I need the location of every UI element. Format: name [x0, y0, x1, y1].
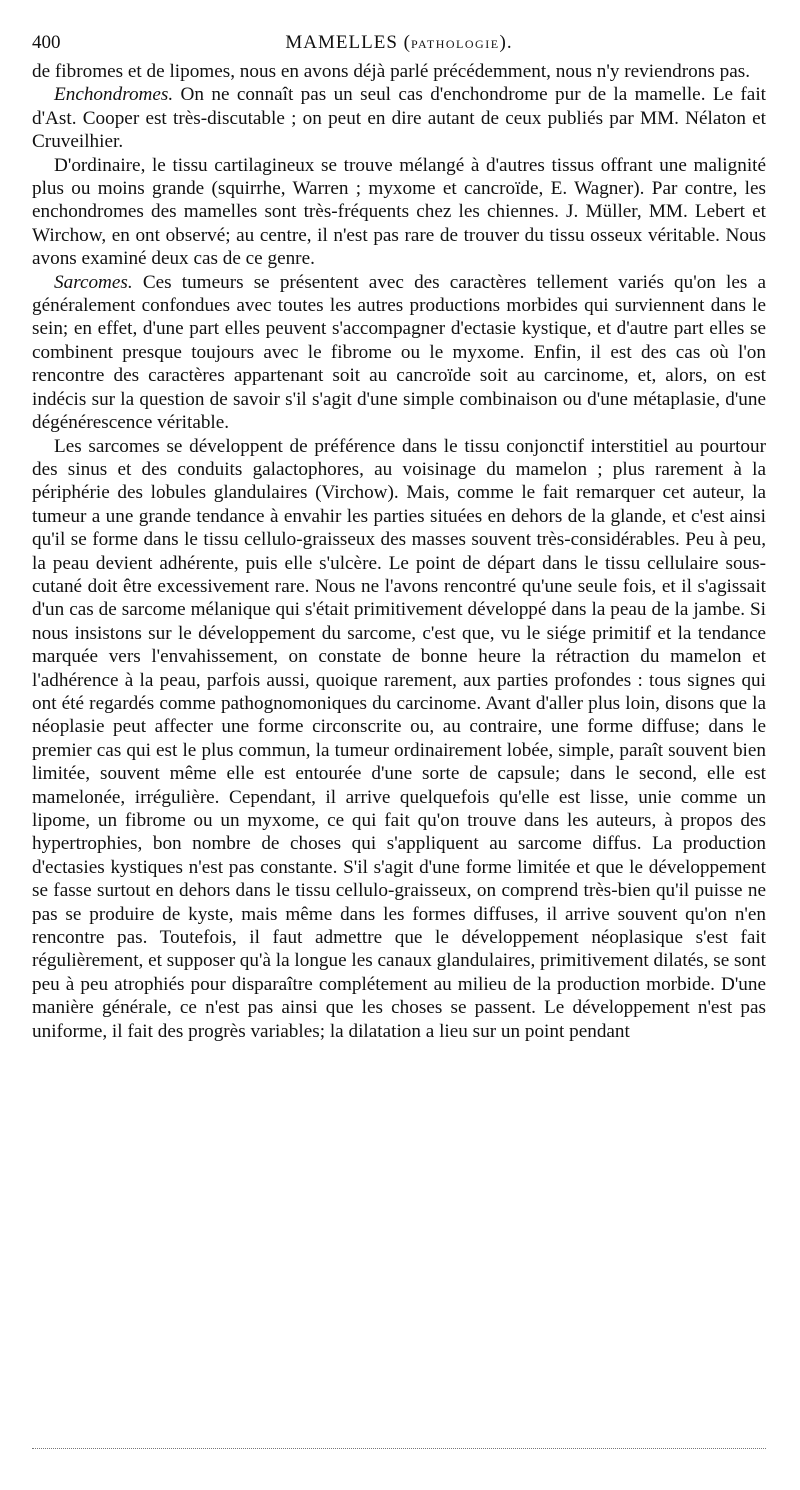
paragraph-sarcomes — [32, 271, 766, 435]
section-lead-enchondromes: Enchondromes. — [54, 84, 174, 106]
page-number: 400 — [32, 32, 61, 53]
paragraph-text: Ces tumeurs se présentent avec des caractères tellement variés qu'on les a généralement confondues avec toutes les autres productions morbides qui surviennent dans le sein; en effet, d'une part elles peuvent s'accompagner d'ectasie kystique, et d'autre part elles se combinent presque toujours avec le fibrome ou le myxome. Enfin, il est des cas où l'on rencontre des caractères appartenant soit au cancroïde soit au carcinome, et, alors, on est indécis sur la question de savoir s'il s'agit d'une simple combinaison ou d'une métaplasie, d'une dégénérescence véritable. — [32, 271, 766, 434]
paragraph-ordinaire — [32, 154, 766, 271]
header-title — [32, 28, 766, 59]
page — [32, 28, 766, 1043]
header-subtitle: PATHOLOGIE — [410, 37, 500, 51]
running-head — [32, 28, 766, 58]
footer-dotted-rule — [32, 1448, 766, 1449]
header-subtitle-open: ( — [397, 32, 411, 53]
body-text — [32, 60, 766, 1043]
paragraph-continuation — [32, 60, 766, 83]
paragraph-developpement — [32, 435, 766, 1044]
paragraph-text: D'ordinaire, le tissu cartilagineux se trouve mélangé à d'autres tissus offrant une malignité plus ou moins grande (squirrhe, Warren ; myxome et cancroïde, E. Wagner). Par contre, les enchondromes des mamelles sont très-fréquents chez les chiennes. J. Müller, MM. Lebert et Wirchow, en ont observé; au centre, il n'est pas rare de trouver du tissu osseux véritable. Nous avons examiné deux cas de ce genre. — [32, 154, 766, 270]
paragraph-enchondromes — [32, 83, 766, 153]
paragraph-text: On ne connaît pas un seul cas d'enchondrome pur de la mamelle. Le fait d'Ast. Cooper est très-discutable ; on peut en dire autant de ceux publiés par MM. Nélaton et Cruveilhier. — [32, 84, 766, 153]
header-title-text: MAMELLES — [285, 32, 398, 53]
paragraph-text: de fibromes et de lipomes, nous en avons déjà parlé précédemment, nous n'y reviendrons pas. — [32, 61, 750, 82]
header-subtitle-close: ). — [499, 32, 513, 53]
paragraph-text: Les sarcomes se développent de préférence dans le tissu conjonctif interstitiel au pourtour des sinus et des conduits galactophores, au voisinage du mamelon ; plus rarement à la périphérie des lobules glandulaires (Virchow). Mais, comme le fait remarquer cet auteur, la tumeur a une grande tendance à envahir les parties situées en dehors de la glande, et c'est ainsi qu'il se forme dans le tissu cellulo-graisseux des masses souvent très-considérables. Peu à peu, la peau devient adhérente, puis elle s'ulcère. Le point de départ dans le tissu cellulaire sous-cutané doit être excessivement rare. Nous ne l'avons rencontré qu'une seule fois, et il s'agissait d'un cas de sarcome mélanique qui s'était primitivement développé dans la peau de la jambe. Si nous insistons sur le développement du sarcome, c'est que, vu le siége primitif et la tendance marquée vers l'envahissement, on constate de bonne heure la rétraction du mamelon et l'adhérence à la peau, parfois aussi, quoique rarement, aux parties profondes : tous signes qui ont été regardés comme pathognomoniques du carcinome. Avant d'aller plus loin, disons que la néoplasie peut affecter une forme circonscrite ou, au contraire, une forme diffuse; dans le premier cas qui est le plus commun, la tumeur ordinairement lobée, simple, paraît souvent bien limitée, souvent même elle est entourée d'une sorte de capsule; dans le second, elle est mamelonée, irrégulière. Cependant, il arrive quelquefois qu'elle est lisse, unie comme un lipome, un fibrome ou un myxome, ce qui fait qu'on trouve dans les auteurs, à propos des hypertrophies, bon nombre de choses qui s'appliquent au sarcome diffus. La production d'ectasies kystiques n'est pas constante. S'il s'agit d'une forme limitée et que le développement se fasse surtout en dehors dans le tissu cellulo-graisseux, on comprend très-bien qu'il puisse ne pas se produire de kyste, mais même dans les formes diffuses, il arrive souvent qu'on n'en rencontre pas. Toutefois, il faut admettre que le développement néoplasique s'est fait régulièrement, et supposer qu'à la longue les canaux glandulaires, primitivement dilatés, se sont peu à peu atrophiés pour disparaître complétement au milieu de la production morbide. D'une manière générale, ce n'est pas ainsi que les choses se passent. Le développement n'est pas uniforme, il fait des progrès variables; la dilatation a lieu sur un point pendant — [32, 435, 766, 1042]
section-lead-sarcomes: Sarcomes. — [54, 271, 133, 293]
